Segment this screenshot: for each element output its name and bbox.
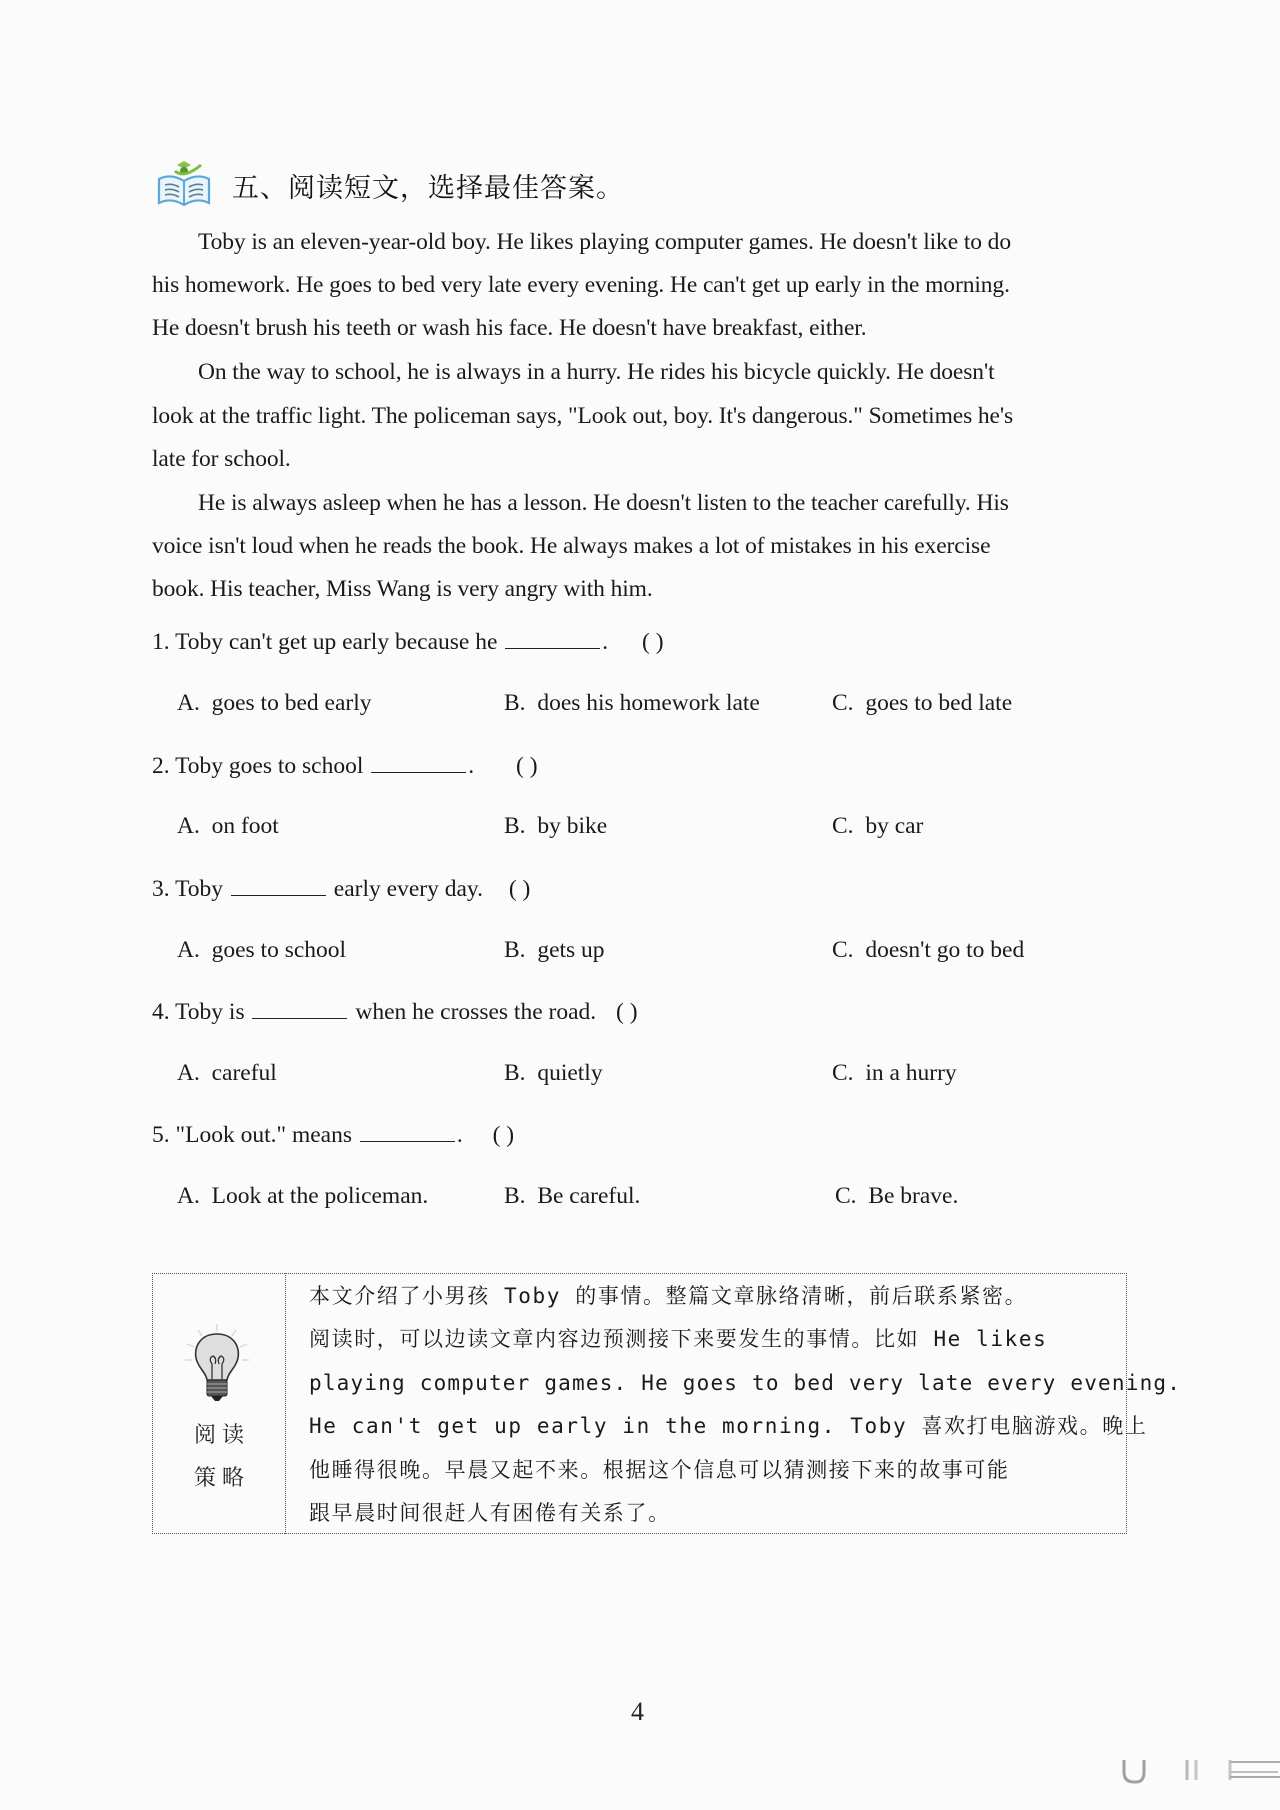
option-a[interactable]: A. goes to bed early bbox=[177, 690, 372, 716]
section-title: 五、阅读短文，选择最佳答案。 bbox=[232, 173, 624, 204]
answer-blank bbox=[231, 873, 326, 896]
lightbulb-icon bbox=[184, 1322, 250, 1412]
answer-blank bbox=[360, 1119, 455, 1142]
passage-line: He doesn't brush his teeth or wash his face. He doesn't have breakfast, either. bbox=[152, 315, 867, 341]
option-b[interactable]: B. gets up bbox=[504, 937, 605, 963]
strategy-line: playing computer games. He goes to bed very late every evening. bbox=[309, 1371, 1182, 1395]
answer-blank bbox=[505, 626, 600, 649]
strategy-line: 跟早晨时间很赶人有困倦有关系了。 bbox=[309, 1501, 671, 1525]
option-b[interactable]: B. Be careful. bbox=[504, 1183, 641, 1209]
option-c[interactable]: C. goes to bed late bbox=[832, 690, 1013, 716]
question-text: "Look out." means bbox=[175, 1122, 352, 1148]
answer-paren[interactable]: ( ) bbox=[516, 753, 538, 779]
answer-blank bbox=[371, 750, 466, 773]
option-b[interactable]: B. by bike bbox=[504, 813, 608, 839]
passage-line: voice isn't loud when he reads the book. He always makes a lot of mistakes in his exercise bbox=[152, 533, 991, 559]
question-number: 5. bbox=[152, 1122, 170, 1148]
question-number: 3. bbox=[152, 876, 170, 902]
strategy-line: 他睡得很晚。早晨又起不来。根据这个信息可以猜测接下来的故事可能 bbox=[309, 1458, 1010, 1482]
answer-paren[interactable]: ( ) bbox=[616, 999, 638, 1025]
strategy-line: 阅读时，可以边读文章内容边预测接下来要发生的事情。比如 He likes bbox=[309, 1327, 1048, 1351]
question-text: Toby goes to school bbox=[175, 753, 364, 779]
question-1: 1. Toby can't get up early because he . ( ) bbox=[152, 626, 664, 657]
question-3: 3. Toby early every day. ( ) bbox=[152, 873, 530, 904]
option-a[interactable]: A. careful bbox=[177, 1060, 277, 1086]
strategy-line: He can't get up early in the morning. Toby 喜欢打电脑游戏。晚上 bbox=[309, 1414, 1148, 1438]
answer-paren[interactable]: ( ) bbox=[492, 1122, 515, 1148]
option-c[interactable]: C. Be brave. bbox=[835, 1183, 959, 1209]
question-text: Toby bbox=[175, 876, 224, 902]
passage-line: his homework. He goes to bed very late every evening. He can't get up early in the morning. bbox=[152, 272, 1010, 298]
strategy-label-line2: 策略 bbox=[194, 1465, 251, 1490]
option-a[interactable]: A. Look at the policeman. bbox=[177, 1183, 429, 1209]
answer-paren[interactable]: ( ) bbox=[508, 876, 531, 902]
question-2: 2. Toby goes to school . ( ) bbox=[152, 750, 538, 781]
watermark-graphic bbox=[1090, 1760, 1280, 1800]
passage-line: look at the traffic light. The policeman says, "Look out, boy. It's dangerous." Sometimes he's bbox=[152, 403, 1014, 429]
option-c[interactable]: C. by car bbox=[832, 813, 924, 839]
option-c[interactable]: C. in a hurry bbox=[832, 1060, 957, 1086]
passage-line: late for school. bbox=[152, 446, 291, 472]
passage-line: On the way to school, he is always in a hurry. He rides his bicycle quickly. He doesn't bbox=[198, 359, 995, 385]
strategy-label-line1: 阅读 bbox=[194, 1422, 251, 1447]
answer-paren[interactable]: ( ) bbox=[642, 629, 664, 655]
strategy-line: 本文介绍了小男孩 Toby 的事情。整篇文章脉络清晰，前后联系紧密。 bbox=[309, 1284, 1028, 1308]
option-a[interactable]: A. on foot bbox=[177, 813, 279, 839]
question-number: 2. bbox=[152, 753, 170, 779]
reading-strategy-box bbox=[152, 1273, 1127, 1534]
question-4: 4. Toby is when he crosses the road. ( ) bbox=[152, 996, 638, 1027]
question-text: Toby can't get up early because he bbox=[175, 629, 498, 655]
option-a[interactable]: A. goes to school bbox=[177, 937, 347, 963]
question-number: 1. bbox=[152, 629, 170, 655]
answer-blank bbox=[252, 996, 347, 1019]
strategy-divider bbox=[285, 1273, 286, 1534]
page-number: 4 bbox=[631, 1697, 644, 1726]
option-b[interactable]: B. does his homework late bbox=[504, 690, 760, 716]
open-book-icon bbox=[155, 157, 213, 209]
question-5: 5. "Look out." means . ( ) bbox=[152, 1119, 514, 1150]
question-number: 4. bbox=[152, 999, 170, 1025]
passage-line: Toby is an eleven-year-old boy. He likes playing computer games. He doesn't like to do bbox=[198, 229, 1011, 255]
passage-line: book. His teacher, Miss Wang is very angry with him. bbox=[152, 576, 653, 602]
option-b[interactable]: B. quietly bbox=[504, 1060, 603, 1086]
question-text: Toby is bbox=[175, 999, 245, 1025]
passage-line: He is always asleep when he has a lesson. He doesn't listen to the teacher carefully. His bbox=[198, 490, 1009, 516]
option-c[interactable]: C. doesn't go to bed bbox=[832, 937, 1025, 963]
